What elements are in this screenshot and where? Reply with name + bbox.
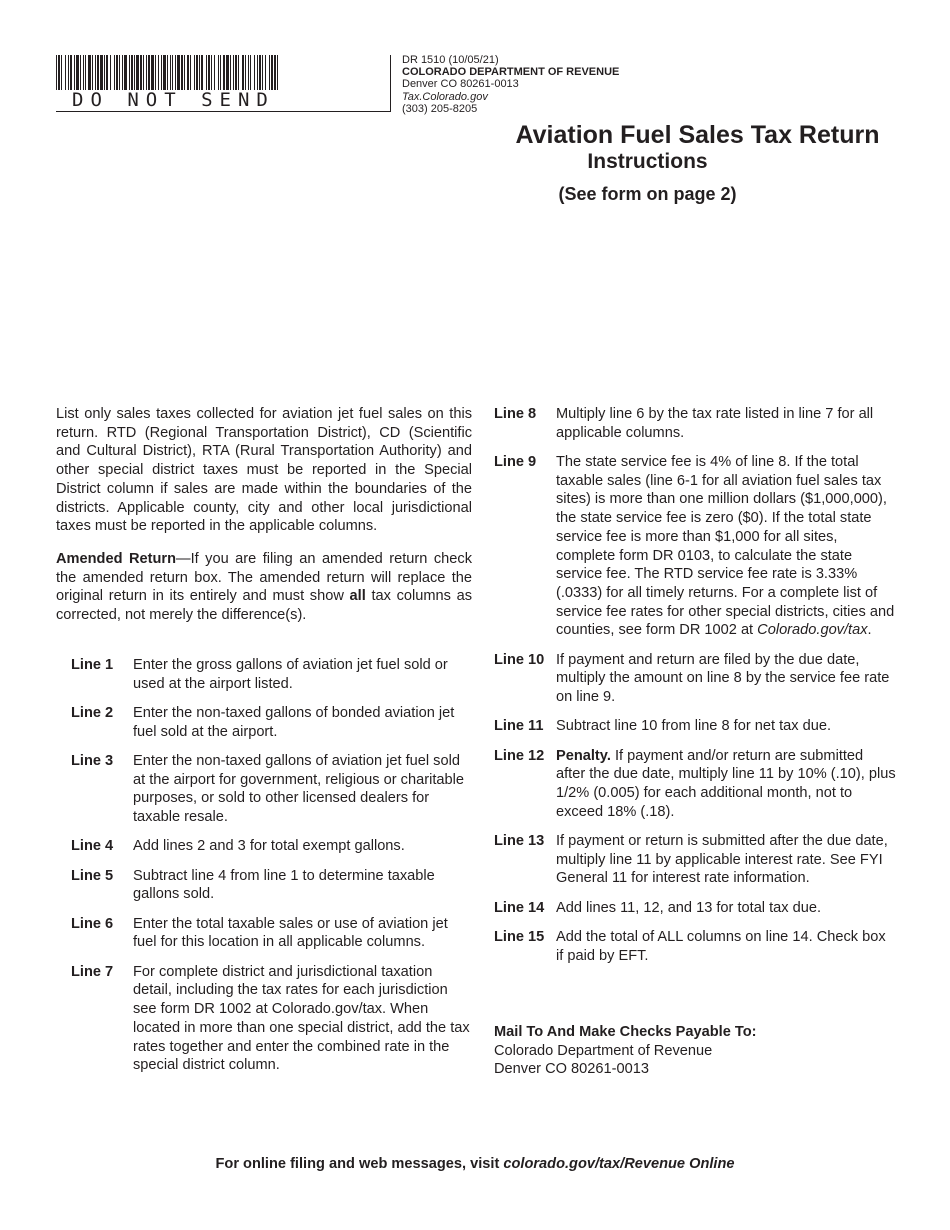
amended-text-b: tax columns as corrected, not merely the difference(s). (56, 588, 473, 624)
line-item (71, 867, 473, 904)
line-item (71, 837, 473, 856)
amended-bold: all (349, 588, 366, 605)
agency-name: COLORADO DEPARTMENT OF REVENUE (402, 66, 620, 79)
line-label: Line 2 (71, 705, 114, 721)
line-item (494, 651, 896, 707)
line-item (71, 963, 473, 1075)
footer-note (0, 1156, 950, 1172)
amended-heading: Amended Return (56, 551, 176, 567)
line-text: Subtract line 10 from line 8 for net tax due. (556, 718, 832, 735)
line-label: Line 10 (494, 651, 545, 668)
line9-link[interactable]: Colorado.gov/tax (757, 622, 868, 639)
line-text (556, 453, 896, 640)
line-text: Enter the total taxable sales or use of aviation jet fuel for this location in all applicable columns. (133, 915, 448, 951)
amended-text-a: If you are filing an amended return check the amended return box. The amended return will replace the original return in its entirely and must show (56, 551, 472, 605)
line-label: Line 13 (494, 833, 545, 850)
form-header (402, 54, 619, 115)
line-item (71, 704, 473, 741)
mail-heading: Mail To And Make Checks Payable To: (494, 1024, 757, 1040)
line-text: Subtract line 4 from line 1 to determine taxable gallons sold. (133, 867, 435, 903)
mail-line-1: Colorado Department of Revenue (494, 1042, 713, 1059)
intro-paragraph: List only sales taxes collected for aviation jet fuel sales on this return. RTD (Regional Transportation District), CD (Scientific and Cultural District), RTA (Rural Transportation Authority) and other special district taxes must be reported in the Special District column if sales are made within the boundaries of the districts. Applicable county, city and other local jurisdictional taxes must be reported in the applicable columns. (56, 406, 472, 535)
line-text: Enter the gross gallons of aviation jet fuel sold or used at the airport listed. (133, 657, 448, 692)
mail-line-2: Denver CO 80261-0013 (494, 1061, 649, 1078)
line-item (494, 747, 896, 822)
line-label: Line 15 (494, 929, 545, 946)
line-text: Enter the non-taxed gallons of aviation jet fuel sold at the airport for government, religious or charitable purposes, or sold to other licensed dealers for taxable resale. (133, 753, 464, 826)
line-item (71, 752, 473, 827)
line-text: If payment and return are filed by the due date, multiply the amount on line 8 by the service fee rate on line 9. (556, 651, 890, 706)
agency-website: Tax.Colorado.gov (402, 90, 488, 103)
page-subtitle: Instructions (587, 150, 708, 173)
line-text: Add lines 2 and 3 for total exempt gallons. (133, 838, 405, 855)
footer-text: For online filing and web messages, visit (215, 1156, 504, 1172)
line-label: Line 7 (71, 963, 114, 980)
agency-address: Denver CO 80261-0013 (402, 78, 519, 91)
line-text: For complete district and jurisdictional taxation detail, including the tax rates for each jurisdiction see form DR 1002 at Colorado.gov/tax. When located in more than one special district, add the tax rates together and enter the combined rate in the special district column. (133, 963, 470, 1074)
penalty-heading: Penalty. (556, 747, 611, 764)
line-text: Add lines 11, 12, and 13 for total tax due. (556, 899, 822, 916)
line-item (71, 915, 473, 952)
line-text: Enter the non-taxed gallons of bonded aviation jet fuel sold at the airport. (133, 705, 455, 740)
line-label: Line 6 (71, 915, 114, 932)
line-label: Line 9 (494, 454, 537, 470)
barcode-image (56, 55, 278, 90)
line-label: Line 11 (494, 718, 544, 735)
line9-text: The state service fee is 4% of line 8. If the total taxable sales (line 6-1 for all aviation fuel sales tax sites) is more than one million dollars ($1,000,000), the state service fee is zero ($0). If the total state service fee is more than $1,000 for all sites, complete form DR 0103, to calculate the state service fee. The RTD service fee rate is 3.33% (.0333) for all timely returns. For a complete list of service fee rates for other special districts, cities and counties, see form DR 1002 at (556, 454, 895, 639)
line-item (494, 928, 896, 965)
mailing-address (494, 1023, 756, 1079)
left-line-instructions (71, 656, 473, 1086)
agency-phone: (303) 205-8205 (402, 102, 478, 115)
form-number: DR 1510 (10/05/21) (402, 54, 499, 66)
amended-return-paragraph (56, 550, 472, 625)
line-item (494, 405, 896, 442)
line-label: Line 1 (71, 657, 114, 673)
line-label: Line 14 (494, 899, 545, 916)
line-label: Line 8 (494, 406, 537, 422)
line-item (494, 832, 896, 888)
amended-dash: — (176, 551, 191, 567)
line-item (494, 453, 896, 640)
line-item (71, 656, 473, 693)
barcode-caption: DO NOT SEND (72, 89, 275, 111)
line-label: Line 5 (71, 867, 114, 884)
line-text (556, 747, 896, 822)
line9-end: . (867, 622, 872, 639)
right-line-instructions (494, 405, 896, 976)
line12-text: If payment and/or return are submitted after the due date, multiply line 11 by 10% (.10), plus 1/2% (0.005) for each additional month, not to exceed 18% (.18). (556, 747, 896, 820)
header-divider (390, 55, 391, 112)
line-item (494, 717, 896, 736)
see-form-note: (See form on page 2) (558, 184, 737, 204)
line-text: If payment or return is submitted after the due date, multiply line 11 by applicable interest rate. See FYI General 11 for interest rate information. (556, 833, 888, 887)
line-label: Line 4 (71, 838, 114, 855)
line-label: Line 12 (494, 747, 545, 764)
line-label: Line 3 (71, 753, 114, 769)
footer-link[interactable]: colorado.gov/tax/Revenue Online (503, 1156, 735, 1172)
line-text: Add the total of ALL columns on line 14. Check box if paid by EFT. (556, 929, 886, 964)
page-title: Aviation Fuel Sales Tax Return (515, 121, 880, 149)
line-text: Multiply line 6 by the tax rate listed in line 7 for all applicable columns. (556, 406, 874, 441)
header-rule (56, 111, 391, 112)
line-item (494, 899, 896, 918)
